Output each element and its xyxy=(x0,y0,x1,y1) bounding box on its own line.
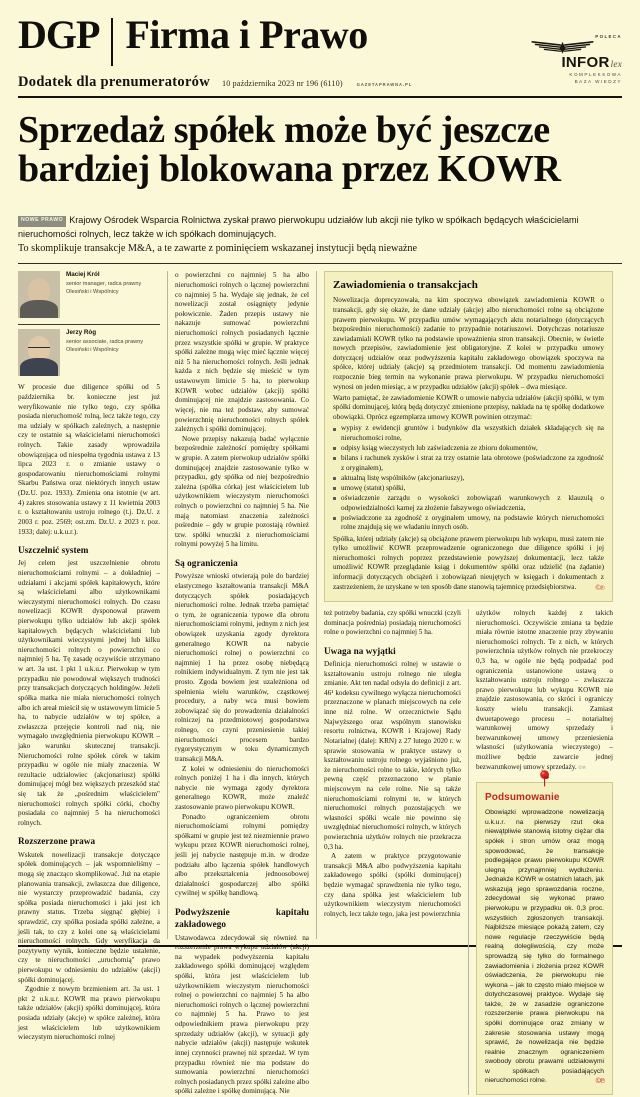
paragraph: o powierzchni co najmniej 5 ha albo nieruchomości rolnych o łącznej powierzchni co najmniej 5 ha. Wydaje się jednak, że cel nowelizacji został osiągnięty jedynie połowicznie. Żaden przepis ustawy nie nakazuje sumować powierzchni nieruchomości rolnych posiadanych łącznie przez wszystkie spółki w grupie. W praktyce spółki zależne mogą więc mieć łącznie więcej niż 5 ha nieruchomości rolnych. Jeśli jednak każda z nich będzie się mieścić w tym ustawowym limicie 5 ha, to pierwokup KOWR wobec udziałów (akcji) spółki dominującej nie znajdzie zastosowania. Co więcej, nie ma też podstaw, aby sumować powierzchnię nieruchomości rolnych spółek zależnych i spółki dominującej. xyxy=(175,271,309,434)
lead-first-line xyxy=(18,214,622,242)
masthead-rule xyxy=(18,96,622,98)
column-4-text xyxy=(476,609,613,772)
lead-rule xyxy=(18,263,622,264)
status-badge: NOWE PRAWO xyxy=(18,216,66,227)
end-mark: ©℗ xyxy=(595,583,604,592)
summary-body xyxy=(485,808,604,1086)
highlight-box-notifications xyxy=(324,271,613,602)
summary-title: Podsumowanie xyxy=(485,792,560,804)
infor-poleca-label: POLECA xyxy=(595,34,622,39)
infor-logo-block xyxy=(530,34,622,85)
highlight-body xyxy=(333,296,604,592)
paragraph: Spółka, której udziały (akcje) są obciążone prawem pierwokupu lub wykupu, musi zatem nie tylko umożliwić KOWR przeprowadzenie ograniczonego due diligence spółki i jej nieruchomości rolnych poprzez przedstawienie powyższej dokumentacji, lecz także umożliwić KOWR przeglądanie ksiąg i dokumentów spółki oraz udzielić (na żądanie) informacji dotyczących obciążeń i zobowiązań nieujętych w księgach i dokumentach z zastrzeżeniem, że uzyskane w ten sposób dane stanowią tajemnicę przedsiębiorstwa. ©℗ xyxy=(333,534,604,592)
column-1-text xyxy=(18,383,160,1043)
column-3 xyxy=(324,609,461,1095)
page-title: Sprzedaż spółek może być jeszcze bardziej blokowana przez KOWR xyxy=(18,109,561,190)
end-mark: ©℗ xyxy=(595,1078,604,1086)
author-entry xyxy=(18,324,160,376)
list-item: aktualną listę wspólników (akcjonariuszy), xyxy=(333,474,604,484)
column-3-text xyxy=(324,609,461,920)
paragraph: Obowiązki wprowadzone nowelizacją u.k.u.r. na pierwszy rzut oka niewątpliwie stanowią istotny ciężar dla spółek i stron umów oraz mogą spowodować, że transakcje podlegające prawu pierwokupu KOWR ulegną przynajmniej wydłużeniu. Jednakże KOWR w ostatnich latach, jak wskazują jego sprawozdania roczne, zdecydował się wykonać prawo pierwokupu w przypadku ok. 0,3 proc. wszystkich zgłoszonych transakcji. Najbliższe miesiące pokażą zatem, czy nowe regulacje rzeczywiście będą realną dolegliwością, czy może sprowadzą się tylko do formalnego zawiadomienia i złożenia przez KOWR oświadczenia, że pierwokupu nie wykona – jak to często miało miejsce w dotychczasowej praktyce. Wydaje się także, że w zasadzie ograniczone rozszerzenie prawa pierwokupu na spółki dominujące oraz zmiany w zakresie stosowania ustawy mogą sprawić, że nowelizacja nie będzie realnie znacznym ograniczeniem swobody obrotu prawami udziałowymi w spółkach posiadających nieruchomości rolne. ©℗ xyxy=(485,809,604,1086)
paragraph: A zatem w praktyce przygotowanie transakcji M&A albo podwyższenia kapitału zakładowego spółki (spółki dominującej) będzie wymagać sprawdzenia nie tylko tego, czy dana spółka jest właścicielem lub użytkownikiem wieczystym nieruchomości rolnych, lecz także tego, jaka jest powierzchnia xyxy=(324,852,461,918)
section-heading: Są ograniczenia xyxy=(175,558,238,569)
infor-lex-label: lex xyxy=(610,59,622,69)
list-item: oświadczenie zarządu o wysokości zobowiązań warunkowych z klauzulą o odpowiedzialności karnej za złożenie fałszywego oświadczenia, xyxy=(333,494,604,513)
paragraph: Ustawodawca zdecydował się również na rozszerzenie prawa wykupu udziałów (akcji) na wypadek podwyższenia kapitału zakładowego spółki dominującej względem spółki, która jest właścicielem lub użytkownikiem wieczystym nieruchomości rolnej o powierzchni co najmniej 5 ha albo nieruchomości rolnych o łącznej powierzchni co najmniej 5 ha. Prawo to jest odpowiednikiem prawa pierwokupu przy sprzedaży udziałów (akcji), w sytuacji gdy nabycie udziałów (akcji) następuje wskutek innej czynności prawnej niż sprzedaż. W tym przypadku również nie ma podstaw do sumowania powierzchni nieruchomości rolnych posiadanych przez spółki zależne albo spółki zależne i spółkę dominującą. Nie xyxy=(175,933,309,1096)
lead-text: Krajowy Ośrodek Wsparcia Rolnictwa zyskał prawo pierwokupu udziałów lub akcji nie tylko w spółkach będących właścicielami nieruchomości rolnych, lecz także w ich spółkach dominujących. xyxy=(18,214,579,239)
list-item: umowę (statut) spółki, xyxy=(333,484,604,494)
section-title: Firma i Prawo xyxy=(125,12,368,57)
infor-wings-icon xyxy=(530,41,595,54)
author-list xyxy=(18,271,160,376)
highlight-title: Zawiadomienia o transakcjach xyxy=(333,279,478,292)
brand-logo: DGP xyxy=(18,12,100,57)
paragraph: Nowe przepisy nakazują badać wyłącznie bezpośrednie zależności pomiędzy spółkami w grupie. A zatem pierwokup udziałów spółki dominującej znajdzie zastosowanie tylko w przypadku, gdy spółka od niej bezpośrednio zależna (spółka córka) jest właścicielem lub użytkownikiem wieczystym nieruchomości rolnych o powierzchni co najmniej 5 ha. Nie mają natomiast znaczenia zależności pośrednie – gdy w grupie pozostają również tzw. spółki wnuczki z nieruchomościami rolnymi powyżej 5 ha limitu. xyxy=(175,434,309,549)
author-firm: Olesiński i Wspólnicy xyxy=(66,346,119,353)
summary-box xyxy=(476,782,613,1095)
issue-date: 10 października 2023 nr 196 (6110) xyxy=(222,79,343,88)
paragraph: Powyższe wnioski otwierają pole do bardziej elastycznego kształtowania transakcji M&A dotyczących spółek posiadających nieruchomości rolne. Jednak trzeba pamiętać o tym, że ograniczenia typowe dla obrotu nieruchomościami rolnymi, jednym z nich jest obowiązek uzyskania zgody dyrektora generalnego KOWR na nabycie nieruchomości rolnej o powierzchni co najmniej 1 ha przez osobę niebędącą rolnikiem indywidualnym. Z tym nie jest tak prosto. Zgoda bowiem jest uzależniona od spełnienia wielu warunków, cząstkowej procedury, a naby wca musi bowiem zobowiązać się do prowadzenia działalności rolniczej na przedmiotowej gospodarstwa rolnego, co czyni przeniesienie takiej nieruchomości procesem bardzo rygorystycznym w toku dynamicznych transakcji M&A. xyxy=(175,572,309,763)
paragraph: Warto pamiętać, że zawiadomienie KOWR o umowie nabycia udziałów (akcji) spółki, w tym spółki dominującej, którą będą dotyczyć zmienione przepisy, nakłada na tę spółkę dodatkowe obowiązki. Oprócz egzemplarza umowy KOWR powinien otrzymać: xyxy=(333,393,604,421)
source-mark: ©℗ xyxy=(578,764,586,770)
paragraph: Definicja nieruchomości rolnej w ustawie o kształtowaniu ustroju rolnego nie uległa zmianie. Akt ten nadal odsyła do definicji z art. 46¹ kodeksu cywilnego wyłącza nieruchomości przeznaczone w planach miejscowych na cele inne niż rolne. W orzecznictwie Sądu Najwyższego oraz wspólnym stanowisku resortu rolnictwa, KOWR i Krajowej Rady Notarialnej (dalej: KRN) z 27 lutego 2020 r. w sprawie stosowania w praktyce ustawy o kształtowaniu ustroju rolnego wyjaśniono już, że nieruchomości rolne to takie, których tylko pewną część przeznaczono w planie miejscowym na cele rolne. Nie są także nieruchomościami rolnymi te, w których nieruchomości rolnych pozostających we własności spółki wcale nie powinno się uwzględniać nieruchomości rolnych, w których powierzchnia użytków rolnych nie przekracza 0,3 ha. xyxy=(324,660,461,851)
infor-wordmark: INFORlex xyxy=(561,54,622,71)
section-heading: Uwaga na wyjątki xyxy=(324,645,396,656)
author-name: Maciej Król xyxy=(66,271,100,279)
summary-wrapper xyxy=(476,782,613,1095)
author-name: Jerzy Róg xyxy=(66,329,97,337)
column-2 xyxy=(167,271,309,1096)
paragraph: Nowelizacja doprecyzowała, na kim spoczywa obowiązek zawiadomienia KOWR o transakcji, gdy się okaże, że dane udziały (akcje) albo nieruchomości rolne są obciążone prawem pierwokupu. W przypadku umów wymagających aktu notarialnego (dotyczących bezpośrednio nieruchomości) zadanie to przypadnie notariuszowi. Dotychczas notariusze zawiadamiali KOWR tylko na podstawie upoważnienia stron transakcji. Obecnie, w świetle nowych przepisów, zawiadomienie jest obligatoryjne. Z kolei w przypadku umowy dotyczącej udziałów oraz podwyższenia kapitału zakładowego obowiązek spoczywa na spółce, której udziały (akcje) są przedmiotem transakcji. Od momentu zawiadomienia rozpocznie bieg termin na wykonanie prawa pierwokupu. W przypadku nieruchomości wynosi on jeden miesiąc, a w przypadku udziałów (akcji) spółek – dwa miesiące. xyxy=(333,296,604,391)
paragraph: Wskutek nowelizacji transakcje dotyczące spółek dominujących – jak wspomnieliśmy – mogą się znacząco skomplikować. Już na etapie planowania transakcji, zwłaszcza due diligence, nie wystarczy przeprowadzić badania, czy spółka posiada nieruchomości i jaki jest ich prawny status. Trzeba sięgnąć głębiej i sprawdzić, czy spółka posiada spółki zależne, a jeśli tak, to czy z kolei one są właścicielami nieruchomości rolnych. Gdy weryfikacja da pozytywny wynik, konieczne będzie ustalenie, czy te nieruchomości „uruchomią" prawo pierwokupu w odniesieniu do udziałów (akcji) spółki dominującej. xyxy=(18,850,160,984)
column-2-text xyxy=(175,271,309,1097)
pushpin-icon xyxy=(537,769,553,787)
paragraph: Z kolei w odniesieniu do nieruchomości rolnych poniżej 1 ha i dla innych, których nabycie nie wymaga zgody dyrektora generalnego KOWR, może znaleźć zastosowanie prawo pierwokupu KOWR. xyxy=(175,764,309,811)
infor-tagline: KOMPLEKSOWA BAZA WIEDZY xyxy=(569,72,622,84)
author-role: senior manager, radca prawny xyxy=(66,280,142,287)
avatar xyxy=(18,271,60,318)
column-3-4-wrapper xyxy=(316,271,613,1086)
column-1 xyxy=(18,271,160,1042)
author-entry xyxy=(18,271,160,318)
supplement-label: Dodatek dla prenumeratorów xyxy=(18,74,210,90)
article-columns xyxy=(18,271,622,1096)
requirements-list xyxy=(333,424,604,532)
masthead-divider xyxy=(111,18,113,66)
website-label: GAZETAPRAWNA.PL xyxy=(356,82,413,87)
paragraph: Zgodnie z nowym brzmieniem art. 3a ust. 1 pkt 2 u.k.u.r. KOWR ma prawo pierwokupu także udziałów (akcji) spółki dominującej, która posiada udziały (akcje) w spółce zależnej, która jest właścicielem lub użytkownikiem wieczystym nieruchomości rolnej xyxy=(18,985,160,1042)
section-heading: Podwyższenie kapitału zakładowego xyxy=(175,907,309,930)
lead-second-line: To skomplikuje transakcje M&A, a te zawarte z pominięciem wskazanej instytucji będą nieważne xyxy=(18,242,418,254)
paragraph: też potrzeby badania, czy spółki wnuczki (czyli dominacja pośrednia) posiadają nieruchomości rolne o powierzchni co najmniej 5 ha. xyxy=(324,608,461,637)
list-item: bilans i rachunek zysków i strat za trzy ostatnie lata obrotowe (poświadczone za zgodność z oryginałem), xyxy=(333,454,604,473)
author-firm: Olesiński i Wspólnicy xyxy=(66,288,119,295)
paragraph: W procesie due diligence spółki od 5 października br. konieczne jest już weryfikowanie nie tylko tego, czy spółka posiada nieruchomość rolną, lecz także tego, czy ma udziały w spółkach zależnych, a następnie czy te ostatnie są właścicielami nieruchomości rolnych. Takie zasady wprowadziła obowiązująca od niespełna tygodnia ustawa z 13 lipca 2023 r. o zmianie ustawy o gospodarowaniu nieruchomościami rolnymi Skarbu Państwa oraz niektórych innych ustaw (Dz.U. poz. 1933). Zmienia ona istotnie (w art. 4) zakres stosowania ustawy z 11 kwietnia 2003 r. o kształtowaniu ustroju rolnego (t.j. Dz.U. z 2003 r. poz. 2569; ost.zm. Dz.U. z 2023 r. poz. 1933; dalej: u.k.u.r.). xyxy=(18,383,160,536)
list-item: poświadczone za zgodność z oryginałem umowy, na podstawie których nieruchomości rolne znajdują się we władaniu innych osób. xyxy=(333,514,604,533)
lower-columns xyxy=(324,609,613,1095)
list-item: odpisy ksiąg wieczystych lub zaświadczenia ze zbioru dokumentów, xyxy=(333,444,604,454)
section-heading: Rozszerzone prawa xyxy=(18,836,96,847)
lead-paragraph xyxy=(18,214,622,256)
column-4 xyxy=(468,609,613,1095)
paragraph: użytków rolnych każdej z takich nieruchomości. Oczywiście zmiana ta będzie miała równie istotne znaczenie przy zbywaniu nieruchomości rolnych. Te z nich, w których powierzchnia użytków rolnych nie przekroczy 0,3 ha, w ogóle nie będą podpadać pod ograniczenia ustanowione ustawą o kształtowaniu ustroju rolnego – zwłaszcza prawo pierwokupu lub wykupu KOWR nie znajdzie zastosowania, co skróci i ograniczy koszty wielu transakcji. Zamiast dwuetapowego procesu – notarialnej warunkowej umowy sprzedaży i bezwarunkowej umowy przeniesienia własności (użytkowania wieczystego) – możliwe będzie zawarcie jednej bezwarunkowej umowy sprzedaży. ©℗ xyxy=(476,608,613,771)
list-item: wypisy z ewidencji gruntów i budynków dla wszystkich działek składających się na nieruchomości rolne, xyxy=(333,424,604,443)
paragraph: Jej celem jest uszczelnienie obrotu nieruchomościami rolnymi – a dokładniej – udziałami i akcjami spółek kapitałowych, które są właścicielami albo użytkownikami wieczystymi nieruchomości rolnych. Do czasu nowelizacji KOWR dysponował prawem pierwokupu tylko udziałów lub akcji spółek kapitałowych będących właścicielami lub użytkownikami wieczystymi jednej lub kilku nieruchomości rolnych o powierzchni co najmniej 5 ha. Tę zasadę oczywiście utrzymano w art. 3a ust. 1 pkt 1 u.k.u.r. Pierwokup w tym przypadku nie powodował większych trudności przy transakcjach dotyczących holdingów. Jeżeli spółka matka nie miała nieruchomości rolnych albo ich areał mieścił się w ustawowym limicie 5 ha, to nabycie udziałów w tej spółce, a zwłaszcza przejęcie kontroli nad nią, nie wymagało uwzględnienia pierwokupu KOWR – jako warunku skutecznej transakcji. Nieruchomości rolne spółek córek w takim przypadku w ogóle nie miały znaczenia. W rezultacie udziałowiec (akcjonariusz) spółki dominującej mógł bez większych przeszkód stać się tak że „pośrednim właścicielem" nieruchomości rolnych spółki córki, choćby posiadała co najmniej 5 ha nieruchomości rolnych. xyxy=(18,559,160,827)
paragraph: Ponadto ograniczeniem obrotu nieruchomościami rolnymi pomiędzy spółkami w grupie jest też niezmiennie prawo wykupu przez KOWR nieruchomości rolnej, jeśli jej nabycie następuje m.in. w drodze podziału albo łączenia spółek handlowych albo przekształcenia jednoosobowej działalności gospodarczej albo spółki cywilnej w spółkę handlową. xyxy=(175,812,309,898)
avatar xyxy=(18,329,60,376)
author-role: senior associate, radca prawny xyxy=(66,338,144,345)
section-heading: Uszczelnić system xyxy=(18,545,89,556)
